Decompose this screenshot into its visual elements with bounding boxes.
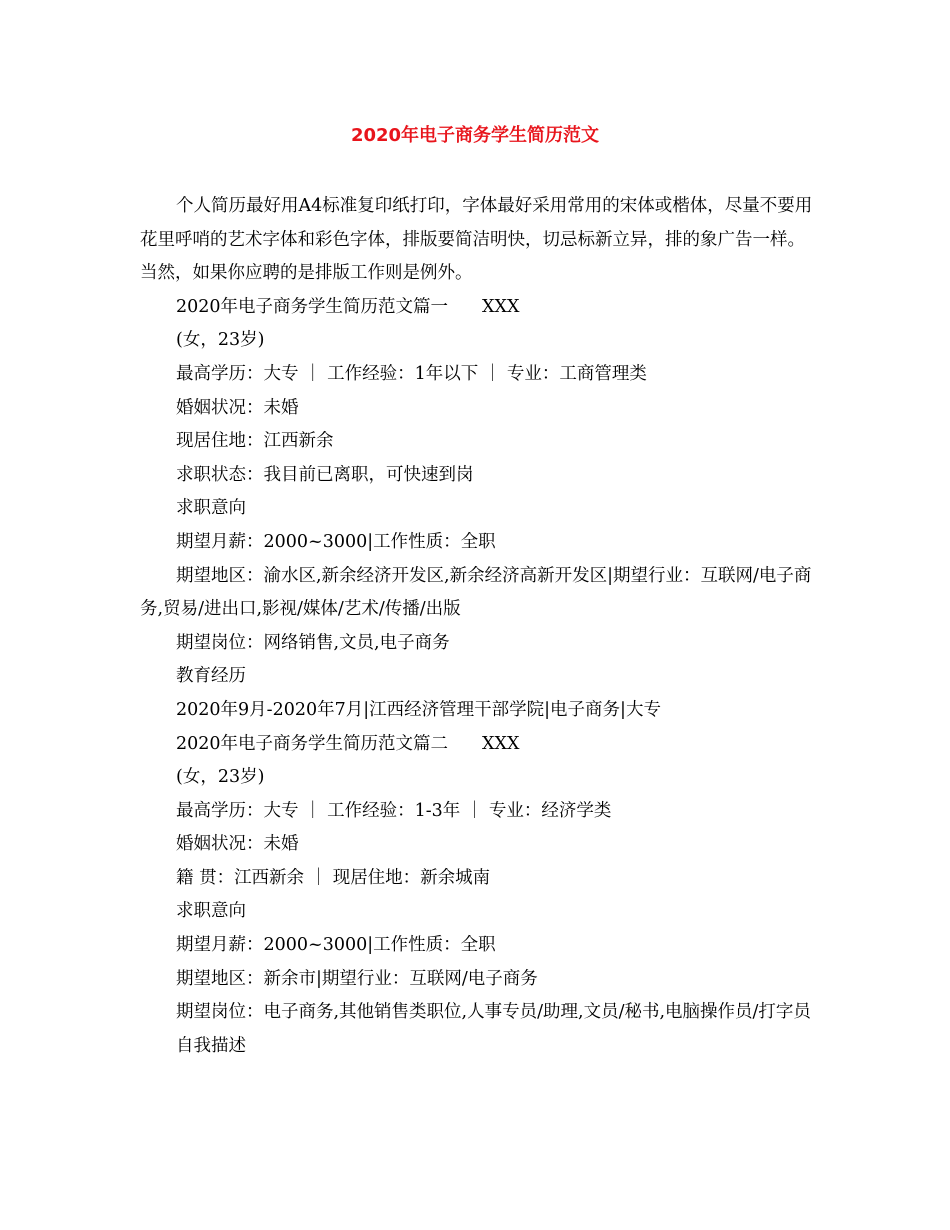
resume2-heading: 2020年电子商务学生简历范文篇二 — [176, 733, 449, 754]
resume1-heading: 2020年电子商务学生简历范文篇一 — [176, 296, 449, 317]
resume1-edu-entry: 2020年9月-2020年7月|江西经济管理干部学院|电子商务|大专 — [176, 699, 661, 720]
resume1-marital: 婚姻状况：未婚 — [176, 397, 299, 418]
resume1-education-line: 最高学历：大专 ｜ 工作经验：1年以下 ｜ 专业：工商管理类 — [176, 363, 647, 384]
resume2-intent-heading: 求职意向 — [176, 901, 246, 922]
resume2-education-line: 最高学历：大专 ｜ 工作经验：1-3年 ｜ 专业：经济学类 — [176, 800, 612, 821]
resume2-salary: 期望月薪：2000~3000|工作性质：全职 — [176, 935, 496, 956]
resume1-position: 期望岗位：网络销售,文员,电子商务 — [176, 632, 450, 653]
resume1-salary: 期望月薪：2000~3000|工作性质：全职 — [176, 531, 496, 552]
resume2-gender-age: (女，23岁) — [176, 767, 265, 788]
resume2-position: 期望岗位：电子商务,其他销售类职位,人事专员/助理,文员/秘书,电脑操作员/打字员 — [176, 1002, 811, 1023]
resume2-self-heading: 自我描述 — [176, 1035, 246, 1056]
document-title: 2020年电子商务学生简历范文 — [350, 125, 600, 146]
resume1-status: 求职状态：我目前已离职，可快速到岗 — [176, 464, 474, 485]
resume1-region: 期望地区：渝水区,新余经济开发区,新余经济高新开发区|期望行业：互联网/电子商务,贸易/进出口,影视/媒体/艺术/传播/出版 — [140, 565, 812, 620]
resume1-name: XXX — [482, 296, 520, 317]
resume1-heading-line — [140, 291, 815, 325]
resume2-origin: 籍 贯：江西新余 ｜ 现居住地：新余城南 — [176, 867, 491, 888]
resume1-residence: 现居住地：江西新余 — [176, 431, 334, 452]
resume2-name: XXX — [482, 733, 520, 754]
resume1-intent-heading: 求职意向 — [176, 498, 246, 519]
document-body — [140, 190, 815, 1063]
resume2-region: 期望地区：新余市|期望行业：互联网/电子商务 — [176, 968, 538, 989]
resume1-gender-age: (女，23岁) — [176, 330, 265, 351]
resume1-edu-heading: 教育经历 — [176, 666, 246, 687]
intro-paragraph: 个人简历最好用A4标准复印纸打印，字体最好采用常用的宋体或楷体，尽量不要用花里呼哨的艺术字体和彩色字体，排版要简洁明快，切忌标新立异，排的象广告一样。当然，如果你应聘的是排版工作则是例外。 — [140, 196, 813, 284]
resume2-heading-line — [140, 728, 815, 762]
resume2-marital: 婚姻状况：未婚 — [176, 834, 299, 855]
